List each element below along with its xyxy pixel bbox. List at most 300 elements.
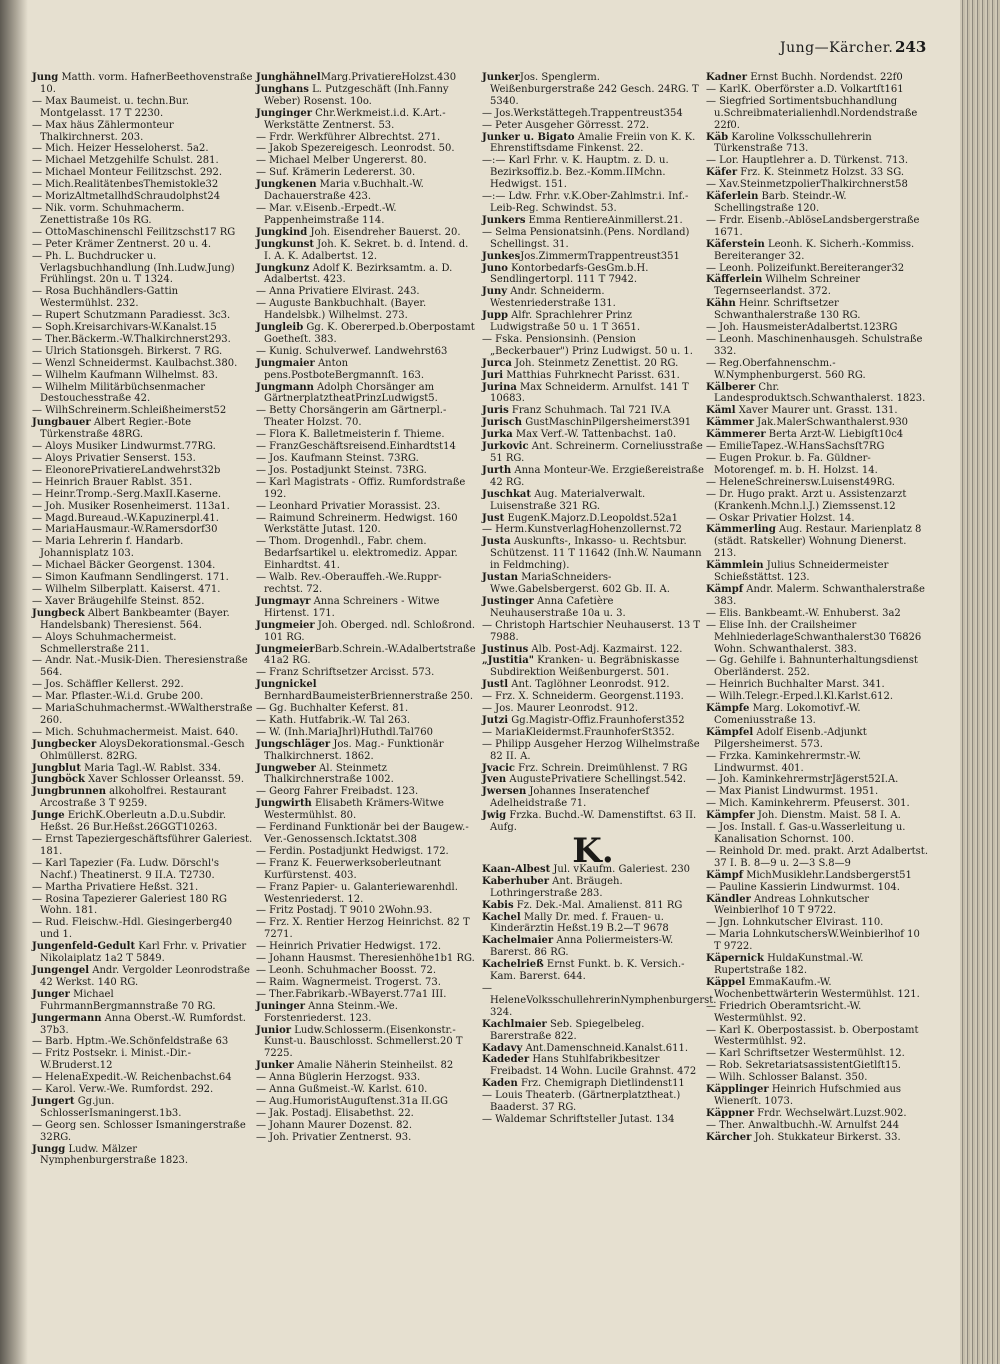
directory-entry [32,513,254,525]
directory-entry [706,132,928,156]
entry-details: — Mich. Schuhmachermeist. Maist. 640. [32,726,239,738]
entry-surname: Kämpf [706,583,744,595]
entry-details: Ant. Schreinerm. Corneliusstraße 51 RG. [490,441,703,464]
entry-surname: Kämpfe [706,703,750,715]
entry-surname: Junger [32,988,70,1000]
entry-details: Adolf Eisenb.-Adjunkt Pilgersheimerst. 573. [714,726,867,750]
entry-surname: Kämmerer [706,429,766,441]
entry-details: — HeleneVolksschullehrerinNymphenburgerst. 324. [482,982,717,1018]
entry-details: — Suf. Krämerin Ledererst. 30. [256,167,416,179]
directory-entry [32,453,254,465]
directory-entry [256,798,478,822]
entry-surname: Jupp [482,310,508,322]
directory-entry [32,608,254,632]
entry-details: Ludw.Schlosserm.(Eisenkonstr.-Kunst-u. Bauschlosst. Schmellerst.20 T 7225. [264,1024,463,1060]
directory-entry [706,441,928,453]
entry-details: Gg. K. Obererped.b.Oberpostamt Goetheſt. 383. [264,322,475,345]
directory-entry [706,774,928,786]
entry-details: Jos.ZimmermTrappentreust351 [520,250,680,262]
directory-entry [256,132,478,144]
directory-entry [482,263,704,287]
directory-entry [482,727,704,739]
entry-details: Elisabeth Krämers-Witwe Westermühlst. 80. [264,798,444,822]
entry-surname: Käppel [706,976,746,988]
entry-surname: Jungmaier [256,357,315,369]
entry-surname: Käpernick [706,953,764,965]
directory-entry [706,1060,928,1072]
entry-details: Frdr. Wechselwärt.Luzst.902. [754,1107,907,1119]
directory-entry [482,703,704,715]
directory-entry [256,465,478,477]
entry-surname: Kaden [482,1078,518,1090]
directory-entry [482,1078,704,1090]
entry-surname: Jungblut [32,762,81,774]
directory-entry [256,382,478,406]
entry-details: — Jos. Kaufmann Steinst. 73RG. [256,453,419,464]
directory-entry [706,691,928,703]
entry-details: — Leonh. Schuhmacher Boosst. 72. [256,964,437,976]
entry-details: — Peter Ausgeher Görresst. 272. [482,119,650,131]
directory-entry [256,953,478,965]
directory-entry [482,763,704,775]
directory-entry [32,155,254,167]
entry-surname: Jungkenen [256,179,317,191]
entry-details: — Wilhelm Kaufmann Wilhelmst. 83. [32,369,218,381]
entry-details: — Aug.HumoristAuguſtenst.31a II.GG [256,1095,449,1107]
directory-entry [256,227,478,239]
directory-entry [482,405,704,417]
directory-entry [256,667,478,679]
entry-details: Ant. Taglöhner Leonrodst. 912. [508,679,670,691]
entry-details: Seb. Spiegelbeleg. Barerstraße 822. [490,1018,645,1042]
entry-details: Jos. Mag.- Funktionär Thalkirchnerst. 1862. [264,738,444,762]
directory-entry [482,900,704,912]
directory-entry [32,989,254,1013]
entry-details: — Franz K. Feuerwerksoberleutnant Kurfürstenst. 403. [256,857,442,881]
entry-surname: Jwig [482,810,507,822]
directory-entry [706,894,928,918]
entry-details: EmmaKaufm.-W. Wochenbettwärterin Westermühlst. 121. [714,976,920,1000]
directory-entry [706,917,928,929]
entry-surname: Kaan-Albest [482,863,551,875]
entry-details: — Wilhelm Silberplatt. Kaiserst. 471. [32,583,221,595]
directory-entry [32,370,254,382]
directory-entry [32,691,254,703]
entry-surname: Kämmerling [706,524,776,536]
entry-surname: Jven [482,774,507,786]
entry-surname: Kachelmaier [482,935,554,947]
entry-details: — Wilh.Telegr.-Erped.l.Kl.Karlst.612. [706,691,894,703]
entry-details: — Barb. Hptm.-We.Schönfeldstraße 63 [32,1036,229,1048]
directory-entry [482,310,704,334]
entry-details: Leonh. K. Sicherh.-Kommiss. Bereiteranger 32. [714,238,915,262]
directory-entry [32,894,254,918]
entry-details: — Selma Pensionatsinh.(Pens. Nordland) Schellingst. 31. [482,226,690,250]
entry-details: — Gg. Gehilfe i. Bahnunterhaltungsdienst Oberländerst. 252. [706,655,918,679]
directory-entry [256,989,478,1001]
directory-entry [256,203,478,227]
entry-surname: Kachelrieß [482,959,544,971]
entry-surname: Junker u. Bigato [482,131,575,143]
entry-details: — MariaSchuhmachermst.-WWaltherstraße 260. [32,703,253,726]
entry-details: — Frz. X. Schneiderm. Georgenst.1193. [482,691,684,703]
entry-details: Maria Tagl.-W. Rablst. 334. [80,762,221,774]
entry-details: Jul. vKaufm. Galeriest. 230 [550,863,691,875]
entry-details: Albert Regier.-Bote Türkenstraße 48RG. [40,417,192,441]
entry-surname: Junker [256,1060,294,1072]
directory-entry [256,513,478,537]
entry-surname: Justinger [482,595,534,607]
entry-details: — Johann Hausmst. Theresienhöhe1b1 RG. [256,953,475,965]
directory-entry [706,1108,928,1120]
directory-entry [706,1001,928,1025]
directory-entry [256,1084,478,1096]
entry-details: — Herm.KunstverlagHohenzollernst.72 [482,524,682,536]
directory-entry [256,679,478,703]
entry-details: — FranzGeschäftsreisend.Einhardtst14 [256,441,456,453]
entry-surname: Juninger [256,1000,305,1012]
directory-entry [706,977,928,1001]
directory-entry [482,251,704,263]
directory-entry [32,310,254,322]
directory-entry [32,382,254,406]
directory-entry [256,822,478,846]
directory-entry [482,513,704,525]
directory-entry [706,608,928,620]
entry-surname: Jungert [32,1095,75,1107]
directory-entry [256,358,478,382]
directory-entry [706,96,928,132]
entry-details: — HelenaExpedit.-W. Reichenbachst.64 [32,1072,232,1084]
entry-surname: Jungengel [32,964,90,976]
entry-surname: Junker [482,72,520,83]
directory-entry [256,453,478,465]
entry-surname: Kachlmaier [482,1018,547,1030]
entry-surname: Kämmer [706,417,754,429]
directory-entry [482,417,704,429]
entry-details: HuldaKunstmal.-W. Rupertstraße 182. [714,953,864,976]
directory-entry [706,798,928,810]
entry-details: — W. (Inh.MariaJhrl)Huthdl.Tal760 [256,726,433,738]
directory-entry [256,917,478,941]
entry-surname: Käppner [706,1107,755,1119]
directory-entry [32,251,254,287]
directory-entry [256,858,478,882]
entry-surname: Käfferlein [706,274,763,286]
entry-surname: Jungmayr [256,595,311,607]
directory-entry [706,334,928,358]
entry-details: — Friedrich Oberamtsricht.-W. Westermühlst. 92. [706,1000,862,1024]
entry-surname: Jungenfeld-Gedult [32,941,136,953]
directory-entry [256,298,478,322]
entry-details: — Georg Fahrer Freibadst. 123. [256,786,419,798]
entry-details: — Franz Papier- u. Galanteriewarenhdl. Westenriederst. 12. [256,881,458,905]
entry-details: —:— Ldw. Frhr. v.K.Ober-Zahlmstr.i. Inf.-Leib-Reg. Schwindst. 53. [482,191,689,214]
directory-entry [706,846,928,870]
entry-details: — Louis Theaterb. (Gärtnerplatztheat.) Baaderst. 37 RG. [482,1090,681,1114]
entry-details: Ernst Funkt. b. K. Versich.-Kam. Barerst. 644. [490,959,685,983]
entry-details: — Anna Gußmeist.-W. Karlst. 610. [256,1084,428,1096]
directory-entry [482,382,704,406]
entry-details: Xaver Schlosser Orleansst. 59. [84,774,245,786]
directory-entry [706,1132,928,1144]
directory-entry [482,715,704,727]
directory-entry [256,965,478,977]
entry-details: — Mar. v.Eisenb.-Erpedt.-W. Pappenheimstraße 114. [256,202,397,226]
directory-entry [32,179,254,191]
directory-entry [482,959,704,983]
entry-surname: Junginger [256,107,312,119]
entry-details: — KarlK. Oberförster a.D. Volkartſt161 [706,83,904,95]
entry-details: — Jakob Spezereigesch. Leonrodst. 50. [256,143,455,155]
entry-details: — Aloys Schuhmachermeist. Schmellerstraße 211. [32,631,177,655]
entry-details: — Reinhold Dr. med. prakt. Arzt Adalbertst. 37 I. B. 8—9 u. 2—3 S.8—9 [706,845,928,869]
entry-surname: Jungbecker [32,738,97,750]
entry-details: — Georg sen. Schlosser Ismaningerstraße 32RG. [32,1119,246,1143]
entry-details: — Ulrich Stationsgeh. Birkerst. 7 RG. [32,345,223,357]
directory-entry [256,155,478,167]
directory-entry [706,274,928,298]
directory-entry [482,465,704,489]
directory-entry [482,132,704,156]
entry-details: Al. Steinmetz Thalkirchnerstraße 1002. [264,762,394,786]
directory-entry [706,477,928,489]
directory-entry [32,227,254,239]
directory-entry [32,655,254,679]
entry-surname: Jungmeier [256,619,315,631]
directory-entry [256,1108,478,1120]
directory-entry [256,501,478,513]
directory-entry [706,810,928,822]
entry-details: — Michael Metzgehilfe Schulst. 281. [32,155,219,167]
entry-details: — MariaHausmaur.-W.Ramersdorf30 [32,524,218,536]
directory-entry [706,489,928,513]
directory-entry [32,72,254,96]
directory-entry [32,167,254,179]
entry-surname: Jurisch [482,417,523,429]
column-3 [482,72,717,1126]
entry-details: — Eugen Prokur. b. Fa. Güldner-Motorengef. m. b. H. Holzst. 14. [706,453,878,476]
entry-details: — Jos. Schäffler Kellerst. 292. [32,679,184,691]
entry-details: — Lor. Hauptlehrer a. D. Türkenst. 713. [706,155,909,167]
entry-details: EugenK.Majorz.D.Leopoldst.52a1 [504,512,678,524]
directory-entry [482,155,704,191]
entry-details: Anna Cafetière Neuhauserstraße 10a u. 3. [490,595,626,619]
directory-entry [32,322,254,334]
entry-surname: Juschkat [482,488,532,500]
entry-details: Mally Dr. med. f. Frauen- u. Kinderärztin Heßst.19 B.2—T 9678 [490,911,669,935]
directory-entry [32,1048,254,1072]
entry-details: — Raim. Wagnermeist. Trogerst. 73. [256,976,441,988]
entry-details: — Simon Kaufmann Sendlingerst. 171. [32,572,229,584]
entry-details: Franz Schuhmach. Tal 721 IV.A [508,405,671,417]
directory-entry [482,1054,704,1078]
entry-details: — Peter Krämer Zentnerst. 20 u. 4. [32,238,212,250]
directory-entry [32,786,254,810]
directory-entry [256,644,478,668]
entry-details: — HeleneSchreinersw.Luisenst49RG. [706,476,895,488]
entry-details: alkoholfrei. Restaurant Arcostraße 3 T 9259. [40,786,227,810]
entry-details: — Mich.RealitätenbesThemistokle32 [32,179,219,191]
entry-surname: Junkers [482,214,526,226]
directory-entry [32,739,254,763]
directory-entry [32,346,254,358]
entry-details: Ant. Bräugeh. Lothringerstraße 283. [490,875,623,899]
directory-entry [32,286,254,310]
entry-details: — Flora K. Balletmeisterin f. Thieme. [256,429,445,441]
entry-details: — Rud. Fleischw.-Hdl. Giesingerberg40 und 1. [32,917,233,941]
directory-entry [256,1120,478,1132]
entry-details: Fz. Dek.-Mal. Amalienst. 811 RG [513,899,683,911]
entry-surname: Juno [482,262,508,274]
directory-entry [256,405,478,429]
directory-entry [706,155,928,167]
directory-entry [706,358,928,382]
entry-details: Kranken- u. Begräbniskasse Subdirektion Weißenburgerst. 501. [490,655,680,679]
directory-entry [32,810,254,834]
entry-details: Karl Frhr. v. Privatier Nikolaiplatz 1a2 T 5849. [40,941,247,965]
entry-surname: Jungbrunnen [32,786,106,798]
entry-details: Hans Stuhlfabrikbesitzer Freibadst. 14 Wohn. Lucile Grahnst. 472 [490,1054,697,1078]
entry-details: Frz. Chemigraph Dietlindenst11 [517,1078,685,1090]
directory-entry [706,322,928,334]
entry-details: — Xav.SteinmetzpolierThalkirchnerst58 [706,179,908,191]
directory-entry [482,72,704,108]
directory-entry [706,703,928,727]
entry-surname: Jungmeier [256,643,315,655]
column-4 [706,72,928,1144]
entry-details: Ludw. Mälzer Nymphenburgerstraße 1823. [40,1143,189,1167]
entry-details: — Christoph Hartschier Neuhauserst. 13 T 7988. [482,619,701,643]
entry-details: — Mar. Pflaster.-W.i.d. Grube 200. [32,691,204,703]
entry-details: Gg.jun. SchlosserIsmaningerst.1b3. [40,1095,182,1119]
directory-entry [706,620,928,656]
entry-details: L. Putzgeschäft (Inh.Fanny Weber) Rosenst. 10o. [264,83,449,107]
entry-surname: Jungschläger [256,738,331,750]
directory-entry [32,501,254,513]
directory-entry [706,822,928,846]
entry-details: Ant.Damenschneid.Kanalst.611. [522,1042,689,1054]
directory-entry [32,203,254,227]
entry-surname: Kachel [482,911,521,923]
entry-details: — Raimund Schreinerm. Hedwigst. 160 Werkstätte Jutast. 120. [256,512,458,536]
directory-entry [706,1025,928,1049]
entry-surname: Käferlein [706,191,759,203]
directory-entry [482,358,704,370]
entry-details: Adolph Chorsänger am GärtnerplatztheatPrinzLudwigst5. [264,381,438,405]
entry-surname: Jvacic [482,762,515,774]
directory-entry [482,774,704,786]
directory-entry [32,405,254,417]
directory-entry [482,227,704,251]
directory-entry [706,72,928,84]
entry-details: Maria v.Buchhalt.-W. Dachauerstraße 423. [264,179,424,203]
entry-details: — Ph. L. Buchdrucker u. Verlagsbuchhandlung (Inh.Ludw.Jung) Frühlingst. 20n u. T 1324. [32,250,235,286]
directory-entry [706,882,928,894]
entry-details: — Fritz Postadj. T 9010 2Wohn.93. [256,905,433,917]
entry-details: — Nik. vorm. Schuhmacherm. Zenettistraße 10s RG. [32,202,185,226]
entry-surname: „Justitia" [482,655,534,667]
entry-details: — Elis. Bankbeamt.-W. Enhuberst. 3a2 [706,607,901,619]
entry-details: Anna Poliermeisters-W. Barerst. 86 RG. [490,935,674,959]
entry-details: Albert Bankbeamter (Bayer. Handelsbank) Theresienst. 564. [40,607,230,631]
directory-entry [482,120,704,132]
directory-entry [482,864,704,876]
entry-details: Berta Arzt-W. Liebigſt10c4 [765,429,904,441]
entry-details: MichMusiklehr.Landsbergerst51 [743,869,912,881]
page-header [780,40,940,56]
directory-entry [32,965,254,989]
entry-details: — Franz Schriftsetzer Arcisst. 573. [256,667,435,679]
entry-details: — Ther.Fabrikarb.-WBayerst.77a1 III. [256,988,447,1000]
directory-entry [32,524,254,536]
entry-details: — Ther.Bäckerm.-W.Thalkirchnerst293. [32,333,231,345]
entry-details: — Martha Privatiere Heßst. 321. [32,881,199,893]
entry-details: Joh. Steinmetz Zenettist. 20 RG. [511,357,679,369]
entry-details: — Leonhard Privatier Morassist. 23. [256,500,441,512]
entry-surname: Jungkind [256,226,308,238]
directory-entry [706,239,928,263]
entry-surname: Kabis [482,899,514,911]
directory-entry [482,982,717,1019]
entry-details: — Joh. KaminkehrermstrJägerst52I.A. [706,774,899,786]
entry-details: — Xaver Bräugehilfe Steinst. 852. [32,595,205,607]
entry-details: — Max Baumeist. u. techn.Bur. Montgelasst. 17 T 2230. [32,95,190,119]
entry-surname: Jungweber [256,762,316,774]
entry-surname: Juny [482,286,508,298]
directory-entry [706,953,928,977]
directory-entry [32,536,254,560]
directory-entry [706,786,928,798]
directory-entry [482,524,704,536]
directory-entry [32,596,254,608]
directory-entry [32,834,254,858]
directory-entry [482,1090,704,1114]
entry-details: Andr. Malerm. Schwanthalerstraße 383. [714,583,925,607]
entry-surname: Kämpfer [706,810,755,822]
entry-details: — Jos. Install. f. Gas-u.Wasserleitung u. Kanalisation Schornst. 100. [706,822,906,845]
entry-surname: Jurca [482,357,512,369]
entry-details: Heinr. Schriftsetzer Schwanthalerstraße 130 RG. [714,298,861,322]
entry-surname: Jurka [482,429,513,441]
entry-details: Joh. K. Sekret. b. d. Intend. d. I. A. K. Adalbertst. 12. [264,238,469,262]
entry-details: Marg. Lokomotivf.-W. Comeniusstraße 13. [714,703,861,726]
page-edges [960,0,1000,1364]
directory-entry [32,1144,254,1168]
entry-surname: Kadner [706,72,748,83]
entry-details: — Elise Inh. der Crailsheimer MehlniederlageSchwanthalerst30 T6826 Wohn. Schwanthalerst. 383. [706,619,922,655]
directory-entry [256,846,478,858]
entry-surname: Jungg [32,1143,66,1155]
entry-details: — Oskar Privatier Holzst. 14. [706,512,855,524]
directory-entry [256,239,478,263]
entry-details: Chr.Werkmeist.i.d. K.Art.-Werkstätte Zentnerst. 53. [264,107,446,131]
directory-entry [32,1096,254,1120]
entry-details: Gg.Magistr-Offiz.Fraunhoferst352 [508,714,685,726]
entry-surname: Kärcher [706,1131,752,1143]
directory-entry [482,108,704,120]
directory-entry [256,477,478,501]
entry-surname: Justinus [482,643,529,655]
entry-details: — Frdr. Werkführer Albrechtst. 271. [256,131,441,143]
entry-details: — Leonh. Maschinenhausgeh. Schulstraße 332. [706,333,923,357]
directory-entry [256,108,478,132]
entry-details: — Rupert Schutzmann Paradiesst. 3c3. [32,310,231,322]
entry-details: GustMaschinPilgersheimerst391 [522,417,692,429]
entry-details: Wilhelm Schreiner Tegernseerlandst. 372. [714,274,861,298]
directory-entry [256,715,478,727]
entry-surname: Justa [482,536,511,548]
